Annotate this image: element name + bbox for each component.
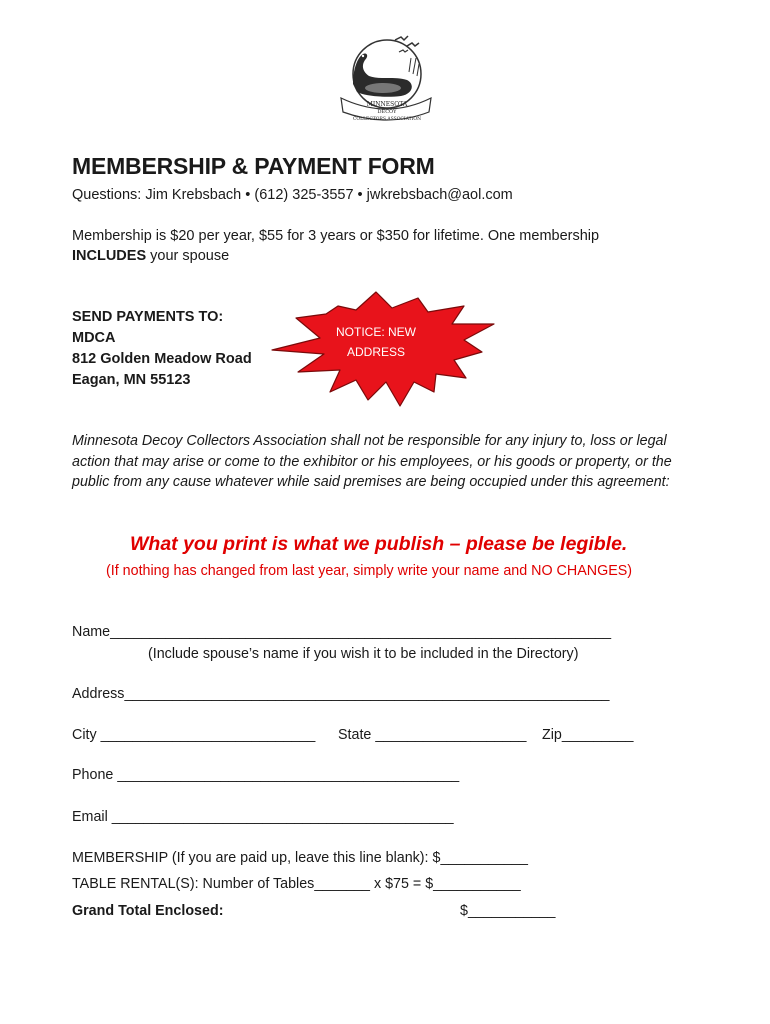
membership-spouse-rest: your spouse [146, 248, 230, 264]
no-changes-instruction: (If nothing has changed from last year, simply write your name and NO CHANGES) [106, 563, 633, 579]
grand-total-field[interactable]: $___________ [460, 903, 556, 919]
phone-field[interactable]: Phone ___________________________________________ [72, 767, 460, 783]
send-payments-city: Eagan, MN 55123 [72, 372, 191, 388]
membership-spouse-note [72, 248, 229, 264]
send-payments-heading: SEND PAYMENTS TO: [72, 309, 224, 325]
send-payments-block [72, 307, 252, 391]
notice-line-2: ADDRESS [346, 345, 405, 359]
notice-line-1: NOTICE: NEW [336, 325, 416, 339]
membership-amount-field[interactable]: MEMBERSHIP (If you are paid up, leave this line blank): $___________ [72, 850, 528, 866]
zip-field[interactable]: Zip_________ [542, 727, 634, 743]
name-field[interactable]: Name_______________________________________________________________ [72, 624, 612, 640]
address-field[interactable]: Address_____________________________________________________________ [72, 686, 610, 702]
liability-disclaimer: Minnesota Decoy Collectors Association shall not be responsible for any injury to, loss or legal action that may arise or come to the exhibitor or his employees, or his goods or property, or the public from any cause whatever while said premises are being occupied under this agreement: [72, 433, 672, 490]
city-field[interactable]: City ___________________________ [72, 727, 316, 743]
table-rental-field[interactable]: TABLE RENTAL(S): Number of Tables_______ x $75 = $___________ [72, 876, 521, 892]
email-field[interactable]: Email ___________________________________________ [72, 809, 454, 825]
notice-new-address [320, 322, 432, 362]
spouse-name-note: (Include spouse’s name if you wish it to be included in the Directory) [148, 646, 579, 662]
state-field[interactable]: State ___________________ [338, 727, 527, 743]
send-payments-name: MDCA [72, 330, 116, 346]
page-title: MEMBERSHIP & PAYMENT FORM [72, 153, 435, 179]
svg-text:MINNESOTA: MINNESOTA [366, 101, 408, 108]
grand-total-label: Grand Total Enclosed: [72, 903, 224, 919]
send-payments-street: 812 Golden Meadow Road [72, 351, 252, 367]
questions-contact: Questions: Jim Krebsbach • (612) 325-3557 • jwkrebsbach@aol.com [72, 187, 513, 203]
svg-text:COLLECTORS ASSOCIATION: COLLECTORS ASSOCIATION [352, 117, 422, 122]
goose-decoy-logo-icon [335, 32, 435, 122]
legibility-warning: What you print is what we publish – please be legible. [130, 533, 628, 555]
membership-pricing: Membership is $20 per year, $55 for 3 years or $350 for lifetime. One membership [72, 228, 600, 244]
svg-text:DECOY: DECOY [377, 109, 397, 115]
membership-includes: INCLUDES [72, 248, 147, 264]
